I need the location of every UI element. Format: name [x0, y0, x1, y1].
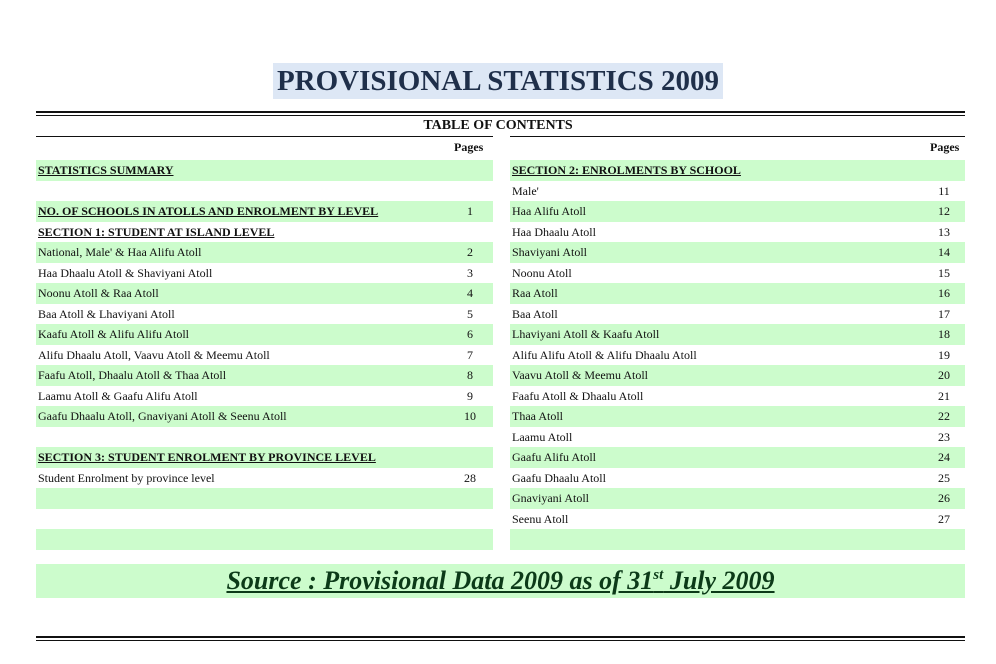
toc-row — [36, 427, 493, 448]
toc-row-label: Laamu Atoll & Gaafu Alifu Atoll — [38, 388, 198, 403]
toc-row — [36, 509, 493, 530]
toc-row-page: 1 — [467, 204, 473, 218]
toc-row-label: STATISTICS SUMMARY — [38, 163, 174, 177]
toc-row — [510, 263, 965, 284]
toc-row-page: 28 — [464, 470, 476, 485]
toc-row — [36, 468, 493, 489]
toc-row-page: 7 — [467, 347, 473, 362]
top-double-rule — [36, 111, 965, 116]
toc-row — [510, 160, 965, 181]
toc-row-label: SECTION 3: STUDENT ENROLMENT BY PROVINCE LEVEL — [38, 450, 376, 464]
source-note — [36, 564, 965, 598]
toc-row — [510, 222, 965, 243]
toc-title: TABLE OF CONTENTS — [423, 118, 573, 133]
toc-row — [36, 304, 493, 325]
toc-row-label: Student Enrolment by province level — [38, 470, 215, 485]
toc-row — [510, 488, 965, 509]
toc-row-page: 16 — [938, 286, 950, 300]
toc-row-label: Gaafu Dhaalu Atoll — [512, 470, 606, 485]
toc-row-label: Raa Atoll — [512, 286, 558, 300]
right-toc-column — [510, 160, 965, 550]
toc-row-label: Gaafu Alifu Atoll — [512, 450, 596, 464]
toc-row-page: 27 — [938, 511, 950, 526]
left-header-rule — [36, 136, 493, 137]
toc-row-label: SECTION 2: ENROLMENTS BY SCHOOL — [512, 163, 741, 177]
toc-row-label: Lhaviyani Atoll & Kaafu Atoll — [512, 327, 660, 341]
toc-row-page: 11 — [938, 183, 950, 198]
toc-row — [36, 263, 493, 284]
toc-row-label: Haa Alifu Atoll — [512, 204, 586, 218]
toc-row-page: 20 — [938, 368, 950, 382]
toc-row — [510, 345, 965, 366]
toc-row — [510, 242, 965, 263]
toc-row — [510, 406, 965, 427]
toc-row-label: Faafu Atoll & Dhaalu Atoll — [512, 388, 644, 403]
toc-row — [510, 447, 965, 468]
toc-row — [510, 427, 965, 448]
toc-row-label: Shaviyani Atoll — [512, 245, 587, 259]
toc-row-label: Faafu Atoll, Dhaalu Atoll & Thaa Atoll — [38, 368, 227, 382]
toc-row-label: Noonu Atoll — [512, 265, 572, 280]
toc-row — [510, 509, 965, 530]
toc-row-page: 5 — [467, 306, 473, 321]
toc-row — [36, 181, 493, 202]
toc-row-page: 6 — [467, 327, 473, 341]
toc-row-page: 21 — [938, 388, 950, 403]
page-title-wrap — [0, 63, 996, 99]
toc-row — [36, 324, 493, 345]
toc-row-label: Baa Atoll — [512, 306, 558, 321]
toc-row-label: Alifu Dhaalu Atoll, Vaavu Atoll & Meemu Atoll — [38, 347, 270, 362]
toc-row — [36, 160, 493, 181]
toc-row-label: Gnaviyani Atoll — [512, 491, 589, 505]
toc-row-page: 24 — [938, 450, 950, 464]
toc-row-page: 25 — [938, 470, 950, 485]
toc-row-page: 17 — [938, 306, 950, 321]
source-text — [226, 566, 774, 595]
toc-row — [510, 304, 965, 325]
toc-row-page: 13 — [938, 224, 950, 239]
source-prefix: Source : Provisional Data 2009 as of 31 — [226, 566, 654, 595]
toc-row — [510, 324, 965, 345]
toc-row — [36, 201, 493, 222]
toc-row-label: Haa Dhaalu Atoll — [512, 224, 596, 239]
toc-row-label: NO. OF SCHOOLS IN ATOLLS AND ENROLMENT BY LEVEL — [38, 204, 379, 218]
bottom-double-rule — [36, 636, 965, 641]
left-pages-header: Pages — [454, 140, 484, 154]
toc-row-label: National, Male' & Haa Alifu Atoll — [38, 245, 202, 259]
toc-row — [510, 283, 965, 304]
toc-row — [510, 201, 965, 222]
toc-row — [36, 386, 493, 407]
toc-row — [36, 406, 493, 427]
toc-row-page: 10 — [464, 409, 476, 423]
toc-row — [510, 386, 965, 407]
toc-row — [36, 488, 493, 509]
toc-row — [36, 283, 493, 304]
right-header-rule — [510, 136, 965, 137]
toc-row — [36, 242, 493, 263]
toc-row — [36, 529, 493, 550]
toc-row — [510, 365, 965, 386]
toc-row-page: 8 — [467, 368, 473, 382]
left-toc-column — [36, 160, 493, 550]
toc-row — [510, 468, 965, 489]
toc-row-label: Vaavu Atoll & Meemu Atoll — [512, 368, 648, 382]
toc-row-label: Male' — [512, 183, 539, 198]
toc-row-page: 12 — [938, 204, 950, 218]
toc-row-page: 19 — [938, 347, 950, 362]
right-pages-header: Pages — [930, 140, 960, 154]
toc-row-label: Seenu Atoll — [512, 511, 569, 526]
toc-row-label: Thaa Atoll — [512, 409, 563, 423]
toc-row-page: 15 — [938, 265, 950, 280]
page-title: PROVISIONAL STATISTICS 2009 — [273, 63, 723, 99]
toc-row-page: 3 — [467, 265, 473, 280]
toc-row-page: 2 — [467, 245, 473, 259]
toc-row — [510, 529, 965, 550]
toc-row-page: 14 — [938, 245, 950, 259]
toc-row-label: Alifu Alifu Atoll & Alifu Dhaalu Atoll — [512, 347, 697, 362]
toc-row-label: SECTION 1: STUDENT AT ISLAND LEVEL — [38, 224, 275, 239]
toc-row-page: 22 — [938, 409, 950, 423]
toc-row-page: 23 — [938, 429, 950, 444]
toc-row — [36, 447, 493, 468]
toc-row-label: Gaafu Dhaalu Atoll, Gnaviyani Atoll & Seenu Atoll — [38, 409, 287, 423]
toc-row-label: Haa Dhaalu Atoll & Shaviyani Atoll — [38, 265, 213, 280]
source-suffix: July 2009 — [663, 566, 775, 595]
toc-row-page: 18 — [938, 327, 950, 341]
toc-row-page: 9 — [467, 388, 473, 403]
toc-row-page: 4 — [467, 286, 473, 300]
toc-row — [36, 365, 493, 386]
toc-row-label: Baa Atoll & Lhaviyani Atoll — [38, 306, 175, 321]
toc-row-label: Kaafu Atoll & Alifu Alifu Atoll — [38, 327, 189, 341]
toc-row — [36, 345, 493, 366]
toc-row — [510, 181, 965, 202]
toc-row-label: Laamu Atoll — [512, 429, 573, 444]
toc-row-label: Noonu Atoll & Raa Atoll — [38, 286, 159, 300]
toc-row-page: 26 — [938, 491, 950, 505]
toc-row — [36, 222, 493, 243]
source-superscript: st — [653, 567, 664, 583]
